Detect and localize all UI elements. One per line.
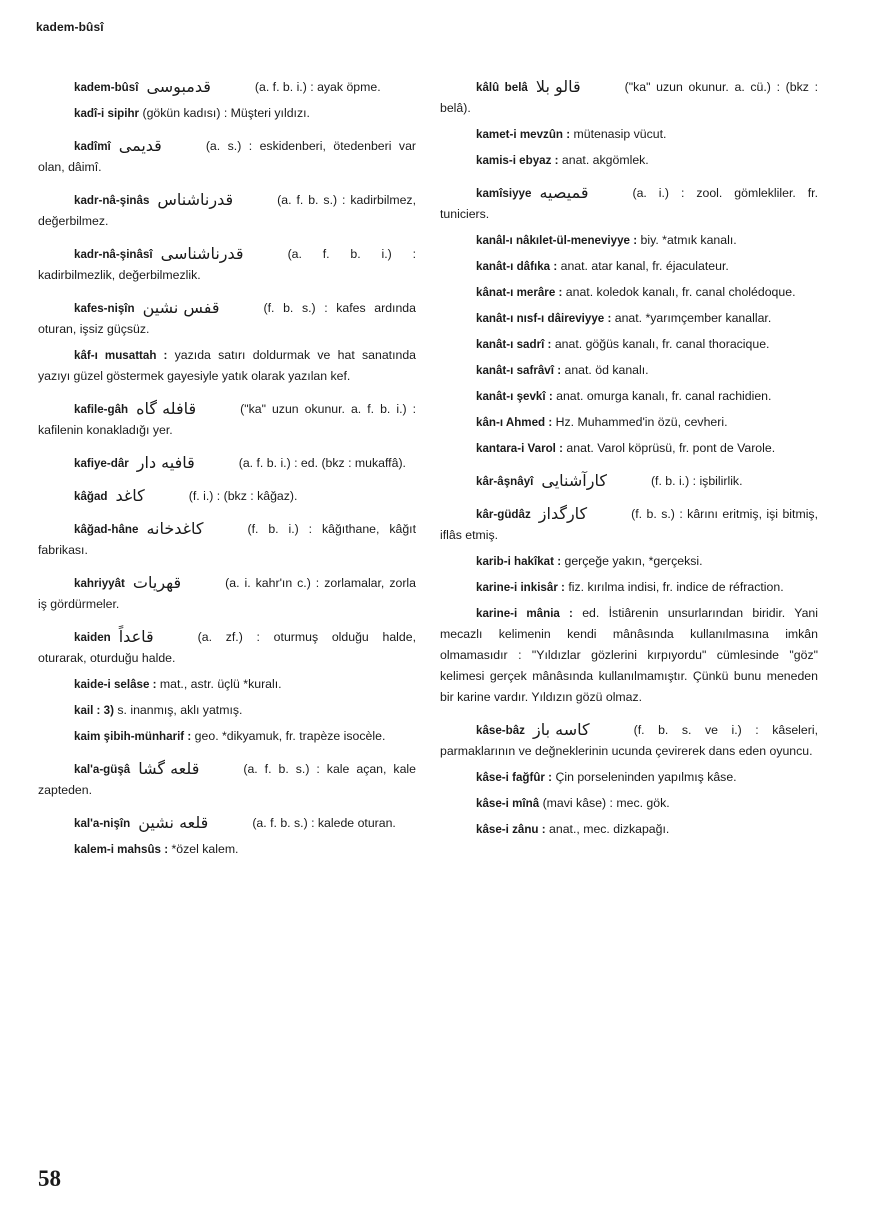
entry-definition: mütenasip vücut. bbox=[573, 127, 667, 141]
entry-definition: (a. f. b. s.) : kalede oturan. bbox=[252, 816, 396, 830]
entry-definition: anat., mec. dizkapağı. bbox=[549, 822, 670, 836]
left-column bbox=[38, 76, 416, 865]
dictionary-entry bbox=[440, 150, 818, 171]
dictionary-entry bbox=[38, 189, 416, 232]
page-number: 58 bbox=[38, 1166, 61, 1191]
entry-definition: (a. zf.) : oturmuş olduğu halde, oturarak, oturduğu halde. bbox=[38, 630, 416, 665]
entry-headword: kâse-i mînâ bbox=[476, 797, 540, 810]
entry-headword: kân-ı Ahmed : bbox=[476, 416, 553, 429]
entry-definition: (a. s.) : eskidenberi, ötedenberi var olan, dâimî. bbox=[38, 139, 416, 174]
entry-arabic-script: قلعه گشا bbox=[138, 759, 200, 778]
entry-definition: anat. akgömlek. bbox=[561, 153, 649, 167]
entry-headword: kamîsiyye bbox=[476, 187, 532, 200]
entry-headword: kaide-i selâse : bbox=[74, 678, 157, 691]
entry-headword: kâse-bâz bbox=[476, 724, 525, 737]
entry-headword: kadr-nâ-şinâs bbox=[74, 194, 150, 207]
entry-headword: kadr-nâ-şinâsî bbox=[74, 248, 153, 261]
entry-headword: kâr-güdâz bbox=[476, 508, 531, 521]
entry-headword: karib-i hakîkat : bbox=[476, 555, 562, 568]
entry-definition: (mavi kâse) : mec. gök. bbox=[542, 796, 670, 810]
entry-headword: kail : 3) bbox=[74, 704, 114, 717]
entry-headword: karine-i inkisâr : bbox=[476, 581, 565, 594]
entry-headword: kanât-ı nısf-ı dâireviyye : bbox=[476, 312, 612, 325]
entry-definition: anat. koledok kanalı, fr. canal cholédoque. bbox=[565, 285, 796, 299]
entry-definition: *özel kalem. bbox=[171, 842, 239, 856]
entry-definition: (f. b. i.) : işbilirlik. bbox=[650, 474, 743, 488]
entry-arabic-script: کاغدخانه bbox=[146, 519, 204, 538]
entry-headword: kanât-ı sadrî : bbox=[476, 338, 552, 351]
entry-definition: anat. Varol köprüsü, fr. pont de Varole. bbox=[566, 441, 776, 455]
dictionary-entry bbox=[38, 243, 416, 286]
dictionary-entry bbox=[440, 182, 818, 225]
dictionary-entry bbox=[440, 230, 818, 251]
entry-definition: (f. i.) : (bkz : kâğaz). bbox=[188, 489, 298, 503]
dictionary-entry bbox=[38, 485, 416, 507]
entry-headword: kâğad-hâne bbox=[74, 523, 139, 536]
dictionary-entry bbox=[440, 360, 818, 381]
dictionary-entry bbox=[440, 308, 818, 329]
entry-headword: kâse-i fağfûr : bbox=[476, 771, 553, 784]
dictionary-entry bbox=[440, 334, 818, 355]
entry-arabic-script: قالو بلا bbox=[535, 77, 581, 96]
entry-arabic-script: کارآشنایی bbox=[541, 471, 607, 490]
entry-definition: ("ka" uzun okunur. a. f. b. i.) : kafilenin konakladığı yer. bbox=[38, 402, 416, 437]
dictionary-entry bbox=[38, 812, 416, 834]
dictionary-entry bbox=[38, 626, 416, 669]
entry-definition: ed. İstiârenin unsurlarından biridir. Yani mecazlı kelimenin kendi mânâsında kullanılmasına imkân olmamasıdır : "Yıldızlar gözlerini kırpıyordu" cümlesinde "göz" kelimesi gerçek mânâsında kullanılmamıştır. Çünkü bunu meneden bir karine vardır. Yıldızın gözü olmaz. bbox=[440, 606, 818, 704]
entry-headword: kalem-i mahsûs : bbox=[74, 843, 169, 856]
entry-definition: (a. f. b. s.) : kale açan, kale zapteden. bbox=[38, 762, 416, 797]
entry-definition: anat. *yarımçember kanallar. bbox=[614, 311, 772, 325]
dictionary-entry bbox=[38, 297, 416, 340]
dictionary-entry bbox=[38, 345, 416, 387]
entry-headword: kanâl-ı nâkılet-ül-meneviyye : bbox=[476, 234, 638, 247]
entry-definition: (a. f. b. s.) : kadirbilmez, değerbilmez. bbox=[38, 193, 416, 228]
entry-definition: mat., astr. üçlü *kuralı. bbox=[159, 677, 282, 691]
entry-definition: (a. f. b. i.) : kadirbilmezlik, değerbilmezlik. bbox=[38, 247, 416, 282]
dictionary-entry bbox=[38, 758, 416, 801]
dictionary-entry bbox=[38, 674, 416, 695]
dictionary-entry bbox=[440, 719, 818, 762]
dictionary-entry bbox=[38, 839, 416, 860]
dictionary-entry bbox=[440, 470, 818, 492]
entry-headword: kânat-ı merâre : bbox=[476, 286, 563, 299]
entry-arabic-script: قافیه دار bbox=[136, 453, 195, 472]
entry-definition: biy. *atmık kanalı. bbox=[640, 233, 737, 247]
entry-definition: (gökün kadısı) : Müşteri yıldızı. bbox=[142, 106, 310, 120]
entry-headword: kamet-i mevzûn : bbox=[476, 128, 571, 141]
entry-definition: (a. i. kahr'ın c.) : zorlamalar, zorla iş gördürmeler. bbox=[38, 576, 416, 611]
dictionary-entry bbox=[440, 793, 818, 814]
entry-headword: kadem-bûsî bbox=[74, 81, 139, 94]
dictionary-entry bbox=[440, 819, 818, 840]
dictionary-entry bbox=[440, 386, 818, 407]
dictionary-entry bbox=[38, 76, 416, 98]
entry-headword: kantara-i Varol : bbox=[476, 442, 563, 455]
entry-arabic-script: قافله گاه bbox=[136, 399, 197, 418]
dictionary-entry bbox=[38, 726, 416, 747]
dictionary-entry bbox=[38, 398, 416, 441]
entry-arabic-script: کاسه باز bbox=[532, 720, 590, 739]
entry-definition: anat. atar kanal, fr. éjaculateur. bbox=[560, 259, 729, 273]
entry-definition: Çin porseleninden yapılmış kâse. bbox=[555, 770, 737, 784]
entry-arabic-script: کارگداز bbox=[538, 504, 588, 523]
entry-definition: anat. göğüs kanalı, fr. canal thoracique. bbox=[554, 337, 770, 351]
entry-headword: kal'a-nişîn bbox=[74, 817, 131, 830]
entry-definition: (f. b. s.) : kafes ardında oturan, işsiz güçsüz. bbox=[38, 301, 416, 336]
entry-headword: kanât-ı safrâvî : bbox=[476, 364, 562, 377]
entry-headword: karine-i mânia : bbox=[476, 607, 573, 620]
entry-headword: kaim şibih-münharif : bbox=[74, 730, 192, 743]
entry-definition: (a. f. b. i.) : ayak öpme. bbox=[254, 80, 381, 94]
entry-headword: kafes-nişîn bbox=[74, 302, 135, 315]
entry-definition: ("ka" uzun okunur. a. cü.) : (bkz : belâ). bbox=[440, 80, 818, 115]
entry-arabic-script: قمیصیه bbox=[539, 183, 589, 202]
entry-headword: kâğad bbox=[74, 490, 108, 503]
entry-arabic-script: قدمبوسی bbox=[146, 77, 211, 96]
entry-definition: anat. öd kanalı. bbox=[564, 363, 649, 377]
entry-arabic-script: قاعداً bbox=[118, 627, 154, 646]
dictionary-entry bbox=[440, 282, 818, 303]
dictionary-entry bbox=[440, 76, 818, 119]
entry-headword: kahriyyât bbox=[74, 577, 125, 590]
dictionary-entry bbox=[440, 577, 818, 598]
dictionary-entry bbox=[38, 572, 416, 615]
dictionary-entry bbox=[440, 124, 818, 145]
entry-definition: fiz. kırılma indisi, fr. indice de réfraction. bbox=[568, 580, 784, 594]
dictionary-entry bbox=[440, 438, 818, 459]
entry-headword: kamis-i ebyaz : bbox=[476, 154, 559, 167]
right-column bbox=[440, 76, 818, 845]
entry-arabic-script: قهریات bbox=[132, 573, 182, 592]
entry-definition: (f. b. i.) : kâğıthane, kâğıt fabrikası. bbox=[38, 522, 416, 557]
entry-definition: (a. i.) : zool. gömlekliler. fr. tuniciers. bbox=[440, 186, 818, 221]
dictionary-entry bbox=[440, 256, 818, 277]
entry-headword: kanât-ı şevkî : bbox=[476, 390, 553, 403]
entry-headword: kâse-i zânu : bbox=[476, 823, 546, 836]
entry-headword: kâf-ı musattah : bbox=[74, 349, 168, 362]
entry-arabic-script: قدرناشناسی bbox=[160, 244, 244, 263]
entry-headword: kadîmî bbox=[74, 140, 111, 153]
entry-definition: (a. f. b. i.) : ed. (bkz : mukaffâ). bbox=[238, 456, 406, 470]
dictionary-entry bbox=[440, 551, 818, 572]
running-head: kadem-bûsî bbox=[36, 20, 104, 34]
entry-headword: kafiye-dâr bbox=[74, 457, 129, 470]
entry-headword: kâlû belâ bbox=[476, 81, 528, 94]
entry-headword: kanât-ı dâfıka : bbox=[476, 260, 558, 273]
entry-headword: kadî-i sipihr bbox=[74, 107, 140, 120]
dictionary-entry bbox=[38, 700, 416, 721]
dictionary-entry bbox=[38, 135, 416, 178]
entry-headword: kal'a-güşâ bbox=[74, 763, 131, 776]
entry-definition: s. inanmış, aklı yatmış. bbox=[117, 703, 243, 717]
entry-arabic-script: قلعه نشین bbox=[138, 813, 209, 832]
entry-arabic-script: قدیمی bbox=[118, 136, 162, 155]
entry-definition: geo. *dikyamuk, fr. trapèze isocèle. bbox=[194, 729, 386, 743]
entry-definition: Hz. Muhammed'in özü, cevheri. bbox=[555, 415, 728, 429]
entry-arabic-script: قفس نشین bbox=[142, 298, 220, 317]
dictionary-entry bbox=[440, 603, 818, 708]
entry-headword: kaiden bbox=[74, 631, 111, 644]
entry-definition: yazıda satırı doldurmak ve hat sanatında yazıyı güzel göstermek gayesiyle yatık olarak yazılan kef. bbox=[38, 348, 417, 383]
dictionary-entry bbox=[38, 452, 416, 474]
entry-arabic-script: کاغد bbox=[115, 486, 145, 505]
entry-definition: (f. b. s.) : kârını eritmiş, işi bitmiş, iflâs etmiş. bbox=[440, 507, 818, 542]
dictionary-entry bbox=[440, 503, 818, 546]
entry-definition: anat. omurga kanalı, fr. canal rachidien. bbox=[556, 389, 772, 403]
entry-headword: kâr-âşnâyî bbox=[476, 475, 534, 488]
entry-definition: (f. b. s. ve i.) : kâseleri, parmaklarının ve değneklerinin ucunda çevirerek dans eden oyuncu. bbox=[440, 723, 818, 758]
dictionary-entry bbox=[38, 518, 416, 561]
entry-definition: gerçeğe yakın, *gerçeksi. bbox=[564, 554, 703, 568]
dictionary-entry bbox=[440, 767, 818, 788]
entry-arabic-script: قدرناشناس bbox=[157, 190, 234, 209]
dictionary-entry bbox=[38, 103, 416, 124]
dictionary-entry bbox=[440, 412, 818, 433]
entry-headword: kafile-gâh bbox=[74, 403, 129, 416]
